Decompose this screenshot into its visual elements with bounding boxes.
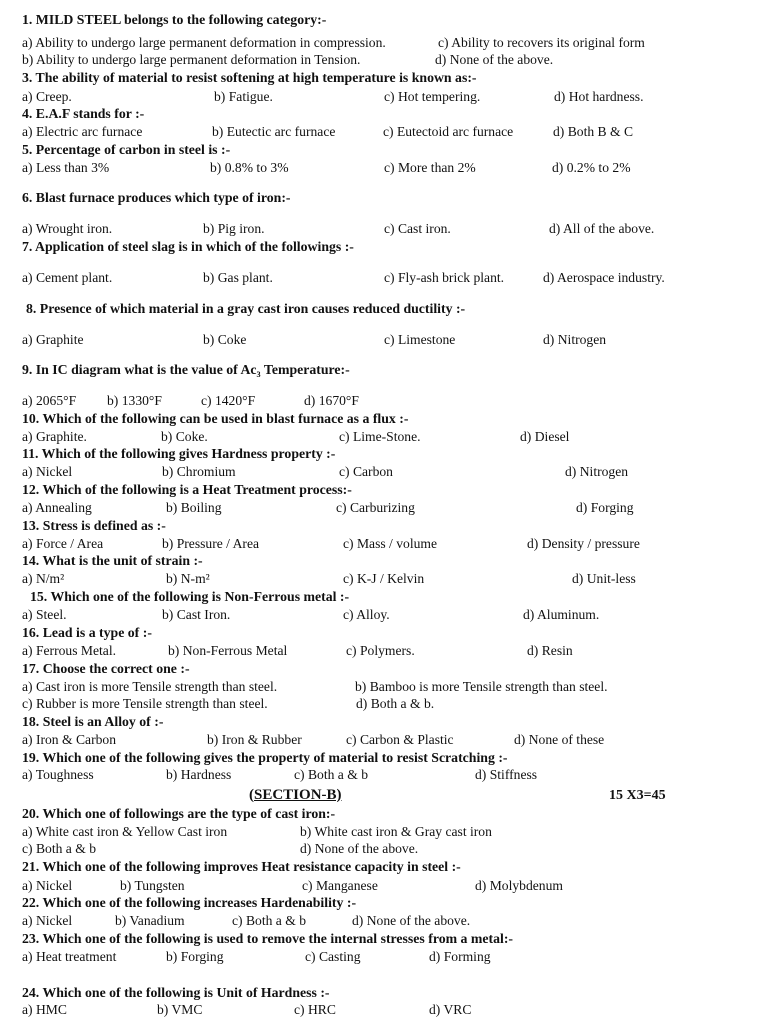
- option-a: a) Ferrous Metal.: [22, 643, 116, 658]
- option-d: d) Both a & b.: [356, 696, 435, 711]
- option-b: b) Vanadium: [115, 913, 185, 928]
- option-c: c) Limestone: [384, 332, 456, 347]
- option-c: c) Both a & b: [294, 767, 368, 782]
- option-c: c) K-J / Kelvin: [343, 571, 425, 586]
- question-10: 10. Which of the following can be used in blast furnace as a flux :-: [22, 411, 409, 426]
- option-a: a) Heat treatment: [22, 949, 117, 964]
- option-c: c) Mass / volume: [343, 536, 438, 551]
- question-24: 24. Which one of the following is Unit of Hardness :-: [22, 985, 330, 1000]
- option-c: c) Fly-ash brick plant.: [384, 270, 505, 285]
- option-c: c) Eutectoid arc furnace: [383, 124, 514, 139]
- option-a: a) Steel.: [22, 607, 67, 622]
- option-c: c) Both a & b: [232, 913, 306, 928]
- option-b: b) Chromium: [162, 464, 236, 479]
- section-b-title: SECTION-B): [254, 787, 342, 803]
- option-b: b) Eutectic arc furnace: [212, 124, 336, 139]
- option-d: d) Nitrogen: [565, 464, 629, 479]
- option-b: b) Cast Iron.: [162, 607, 231, 622]
- option-d: d) VRC: [429, 1002, 472, 1017]
- option-c: c) 1420°F: [201, 393, 256, 408]
- option-c: c) Ability to recovers its original form: [438, 35, 645, 50]
- option-d: d) Nitrogen: [543, 332, 607, 347]
- option-a: a) Cement plant.: [22, 270, 113, 285]
- option-d: d) Hot hardness.: [554, 89, 644, 104]
- option-b: b) Tungsten: [120, 878, 185, 893]
- option-d: d) 1670°F: [304, 393, 359, 408]
- option-b: b) Pig iron.: [203, 221, 265, 236]
- option-d: d) 0.2% to 2%: [552, 160, 631, 175]
- option-d: d) Density / pressure: [527, 536, 640, 551]
- option-b: b) Gas plant.: [203, 270, 273, 285]
- question-15: 15. Which one of the following is Non-Ferrous metal :-: [30, 589, 350, 604]
- option-a: a) Cast iron is more Tensile strength than steel.: [22, 679, 278, 694]
- question-20: 20. Which one of followings are the type of cast iron:-: [22, 806, 336, 821]
- option-d: d) None of the above.: [300, 841, 419, 856]
- question-23: 23. Which one of the following is used to remove the internal stresses from a metal:-: [22, 931, 514, 946]
- question-19: 19. Which one of the following gives the property of material to resist Scratching :-: [22, 750, 508, 765]
- question-9: 9. In IC diagram what is the value of Ac₃ Temperature:-: [22, 362, 350, 377]
- question-3: 3. The ability of material to resist softening at high temperature is known as:-: [22, 70, 477, 85]
- option-a: a) Nickel: [22, 464, 73, 479]
- option-a: a) Creep.: [22, 89, 72, 104]
- question-5: 5. Percentage of carbon in steel is :-: [22, 142, 231, 157]
- option-c: c) Carbon & Plastic: [346, 732, 454, 747]
- option-d: d) All of the above.: [549, 221, 655, 236]
- option-a: a) Toughness: [22, 767, 94, 782]
- option-b: b) Pressure / Area: [162, 536, 260, 551]
- option-d: d) None of the above.: [352, 913, 471, 928]
- option-c: c) Casting: [305, 949, 361, 964]
- option-b: b) N-m²: [166, 571, 210, 586]
- question-16: 16. Lead is a type of :-: [22, 625, 152, 640]
- option-d: d) Aluminum.: [523, 607, 600, 622]
- option-c: c) Hot tempering.: [384, 89, 481, 104]
- option-a: a) Nickel: [22, 878, 73, 893]
- option-a: a) N/m²: [22, 571, 65, 586]
- option-b: b) Ability to undergo large permanent deformation in Tension.: [22, 52, 361, 67]
- option-c: c) Alloy.: [343, 607, 390, 622]
- option-b: b) 1330°F: [107, 393, 162, 408]
- question-1: 1. MILD STEEL belongs to the following category:-: [22, 12, 327, 27]
- option-b: b) Boiling: [166, 500, 222, 515]
- section-b-open: (: [249, 787, 254, 803]
- question-8: 8. Presence of which material in a gray cast iron causes reduced ductility :-: [26, 301, 466, 316]
- question-7: 7. Application of steel slag is in which of the followings :-: [22, 239, 354, 254]
- question-17: 17. Choose the correct one :-: [22, 661, 190, 676]
- option-b: b) Bamboo is more Tensile strength than steel.: [355, 679, 608, 694]
- option-c: c) Cast iron.: [384, 221, 451, 236]
- option-d: d) Forming: [429, 949, 491, 964]
- option-b: b) Iron & Rubber: [207, 732, 302, 747]
- option-a: a) Force / Area: [22, 536, 104, 551]
- option-c: c) More than 2%: [384, 160, 476, 175]
- option-b: b) Non-Ferrous Metal: [168, 643, 288, 658]
- option-b: b) Coke: [203, 332, 247, 347]
- question-6: 6. Blast furnace produces which type of iron:-: [22, 190, 291, 205]
- section-b-marks: 15 X3=45: [609, 788, 666, 803]
- option-a: a) 2065°F: [22, 393, 77, 408]
- option-d: d) Molybdenum: [475, 878, 563, 893]
- option-b: b) Forging: [166, 949, 224, 964]
- option-c: c) HRC: [294, 1002, 336, 1017]
- option-d: d) Diesel: [520, 429, 570, 444]
- option-c: c) Lime-Stone.: [339, 429, 421, 444]
- option-a: a) Electric arc furnace: [22, 124, 143, 139]
- option-c: c) Both a & b: [22, 841, 96, 856]
- option-a: a) Wrought iron.: [22, 221, 113, 236]
- option-d: d) Both B & C: [553, 124, 634, 139]
- question-12: 12. Which of the following is a Heat Treatment process:-: [22, 482, 352, 497]
- question-21: 21. Which one of the following improves Heat resistance capacity in steel :-: [22, 859, 461, 874]
- option-d: d) Unit-less: [572, 571, 636, 586]
- section-b-heading: [249, 786, 342, 804]
- option-b: b) Hardness: [166, 767, 232, 782]
- option-a: a) Ability to undergo large permanent deformation in compression.: [22, 35, 386, 50]
- option-a: a) White cast iron & Yellow Cast iron: [22, 824, 228, 839]
- option-d: d) Resin: [527, 643, 573, 658]
- option-d: d) Stiffness: [475, 767, 538, 782]
- option-d: d) Forging: [576, 500, 634, 515]
- question-4: 4. E.A.F stands for :-: [22, 106, 145, 121]
- option-a: a) Annealing: [22, 500, 92, 515]
- option-c: c) Polymers.: [346, 643, 415, 658]
- question-14: 14. What is the unit of strain :-: [22, 553, 203, 568]
- question-22: 22. Which one of the following increases Hardenability :-: [22, 895, 357, 910]
- option-b: b) Coke.: [161, 429, 208, 444]
- option-a: a) Nickel: [22, 913, 73, 928]
- option-d: d) None of these: [514, 732, 605, 747]
- option-a: a) Graphite: [22, 332, 84, 347]
- option-b: b) VMC: [157, 1002, 203, 1017]
- option-d: d) None of the above.: [435, 52, 554, 67]
- option-a: a) Graphite.: [22, 429, 87, 444]
- option-a: a) HMC: [22, 1002, 67, 1017]
- option-c: c) Rubber is more Tensile strength than steel.: [22, 696, 268, 711]
- option-b: b) White cast iron & Gray cast iron: [300, 824, 492, 839]
- question-18: 18. Steel is an Alloy of :-: [22, 714, 164, 729]
- option-d: d) Aerospace industry.: [543, 270, 665, 285]
- option-b: b) 0.8% to 3%: [210, 160, 289, 175]
- option-a: a) Less than 3%: [22, 160, 110, 175]
- option-c: c) Manganese: [302, 878, 378, 893]
- question-13: 13. Stress is defined as :-: [22, 518, 166, 533]
- question-11: 11. Which of the following gives Hardness property :-: [22, 446, 336, 461]
- option-c: c) Carbon: [339, 464, 393, 479]
- option-c: c) Carburizing: [336, 500, 415, 515]
- option-a: a) Iron & Carbon: [22, 732, 116, 747]
- option-b: b) Fatigue.: [214, 89, 273, 104]
